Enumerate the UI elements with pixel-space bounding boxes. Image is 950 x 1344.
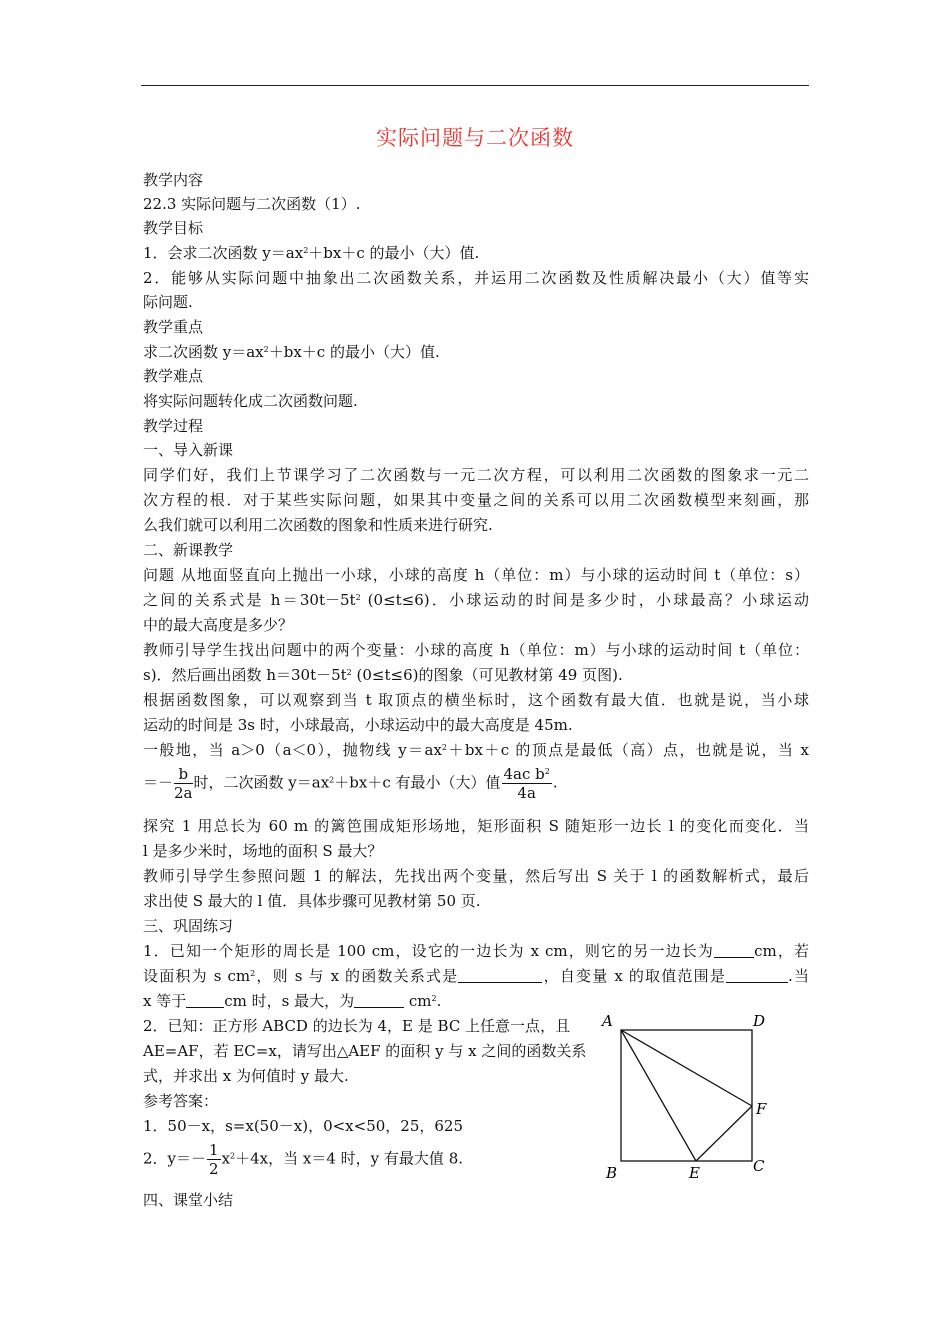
difficulty-text: 将实际问题转化成二次函数问题.: [143, 392, 358, 410]
exercise-1-line-1: 1．已知一个矩形的周长是 100 cm，设它的一边长为 x cm，则它的另一边长为 cm，若: [143, 942, 809, 960]
part-1-heading: 一、导入新课: [143, 441, 234, 459]
answer-1: 1．50－x，s=x(50－x)，0<x<50，25，625: [143, 1117, 464, 1135]
exercise-1-line-3: x 等于 cm 时，s 最大，为 $cm^2$.: [143, 992, 442, 1010]
document-title: 实际问题与二次函数: [376, 126, 574, 150]
segment-af: [621, 1030, 752, 1106]
part-3-heading: 三、巩固练习: [143, 917, 234, 935]
answer-blank: [186, 993, 224, 1008]
label-c: C: [753, 1157, 765, 1175]
square-abcd: [621, 1030, 752, 1161]
answer-blank: [458, 968, 542, 983]
label-f: F: [756, 1100, 767, 1118]
intro-line-3: 么我们就可以利用二次函数的图象和性质来进行研究.: [143, 516, 493, 534]
label-e: E: [689, 1164, 700, 1182]
intro-line-1: 同学们好，我们上节课学习了二次函数与一元二次方程，可以利用二次函数的图象求一元二: [143, 466, 809, 484]
fraction-one-half: $\frac{1}{2}$: [209, 1141, 219, 1178]
goal-1: 1．会求二次函数 $y=ax^2+bx+c$ 的最小（大）值.: [143, 244, 480, 262]
segment-ef: [696, 1106, 752, 1161]
heading-teaching-content: 教学内容: [143, 171, 204, 189]
answer-2: 2．y＝－ $\frac{1}{2}$ $x^2+4x$，当 x＝4 时，y 有最大值 8.: [143, 1141, 464, 1178]
problem-line-3: 中的最大高度是多少？: [143, 616, 294, 634]
general-line-2: ＝－ $\frac{b}{2a}$ 时，二次函数 $y=ax^2+bx+c$ 有最小（大）值 $\frac{4ac b^2}{4a}$ .: [143, 765, 558, 802]
heading-teaching-process: 教学过程: [143, 417, 204, 435]
general-line-1: 一般地，当 a＞0（a＜0），抛物线 $y=ax^2+bx+c$ 的顶点是最低（高）点，也就是说，当 x: [143, 741, 809, 759]
explore-2-line-2: 求出使 S 最大的 l 值．具体步骤可见教材第 50 页.: [143, 892, 481, 910]
explore-2-line-1: 教师引导学生参照问题 1 的解法，先找出两个变量，然后写出 S 关于 l 的函数解析式，最后: [143, 867, 809, 885]
heading-difficulties: 教学难点: [143, 367, 204, 385]
heading-teaching-goals: 教学目标: [143, 219, 204, 237]
label-a: A: [602, 1012, 613, 1030]
explore-1-line-2: l 是多少米时，场地的面积 S 最大？: [143, 842, 383, 860]
guide-line-2: s)．然后画出函数 $h=30t-5t^2$ (0≤t≤6)的图象（可见教材第 49 页图).: [143, 666, 623, 684]
problem-line-1: 问题 从地面竖直向上抛出一小球，小球的高度 h（单位：m）与小球的运动时间 t（单位：s）: [143, 566, 809, 584]
segment-ae: [621, 1030, 696, 1161]
header-rule: [141, 85, 809, 86]
answer-blank: [714, 943, 754, 958]
part-2-heading: 二、新课教学: [143, 541, 234, 559]
part-4-heading: 四、课堂小结: [143, 1191, 234, 1209]
guide-line-1: 教师引导学生找出问题中的两个变量：小球的高度 h（单位：m）与小球的运动时间 t（单位：: [143, 641, 809, 659]
fraction-b-over-2a: $\frac{b}{2a}$: [174, 765, 193, 802]
goal-2-line-1: 2．能够从实际问题中抽象出二次函数关系，并运用二次函数及性质解决最小（大）值等实: [143, 269, 809, 287]
key-point-text: 求二次函数 $y=ax^2+bx+c$ 的最小（大）值.: [143, 343, 440, 361]
label-d: D: [753, 1012, 766, 1030]
intro-line-2: 次方程的根．对于某些实际问题，如果其中变量之间的关系可以用二次函数模型来刻画，那: [143, 491, 809, 509]
answer-blank: [354, 993, 404, 1008]
problem-line-2: 之间的关系式是 $h=30t-5t^2$ (0≤t≤6)．小球运动的时间是多少时，小球最高？小球运动: [143, 591, 809, 609]
exercise-2-line-3: 式，并求出 x 为何值时 y 最大.: [143, 1067, 349, 1085]
answers-heading: 参考答案：: [143, 1092, 219, 1110]
explore-1-line-1: 探究 1 用总长为 60 m 的篱笆围成矩形场地，矩形面积 S 随矩形一边长 l 的变化而变化．当: [143, 817, 809, 835]
exercise-2-line-2: AE=AF，若 EC=x，请写出△AEF 的面积 y 与 x 之间的函数关系: [143, 1042, 587, 1060]
square-abcd-figure: [596, 1006, 776, 1186]
heading-key-points: 教学重点: [143, 318, 204, 336]
result-line-1: 根据函数图象，可以观察到当 t 取顶点的横坐标时，这个函数有最大值．也就是说，当小球: [143, 691, 809, 709]
exercise-2-line-1: 2．已知：正方形 ABCD 的边长为 4，E 是 BC 上任意一点，且: [143, 1017, 571, 1035]
result-line-2: 运动的时间是 3s 时，小球最高，小球运动中的最大高度是 45m.: [143, 716, 573, 734]
goal-2-line-2: 际问题.: [143, 293, 193, 311]
label-b: B: [606, 1164, 618, 1182]
answer-blank: [726, 968, 788, 983]
fraction-vertex-value: $\frac{4ac b^2}{4a}$: [503, 765, 550, 802]
exercise-1-line-2: 设面积为 s $cm^2$，则 s 与 x 的函数关系式是 ，自变量 x 的取值范围是 .当: [143, 967, 810, 985]
content-text: 22.3 实际问题与二次函数（1）.: [143, 195, 361, 213]
